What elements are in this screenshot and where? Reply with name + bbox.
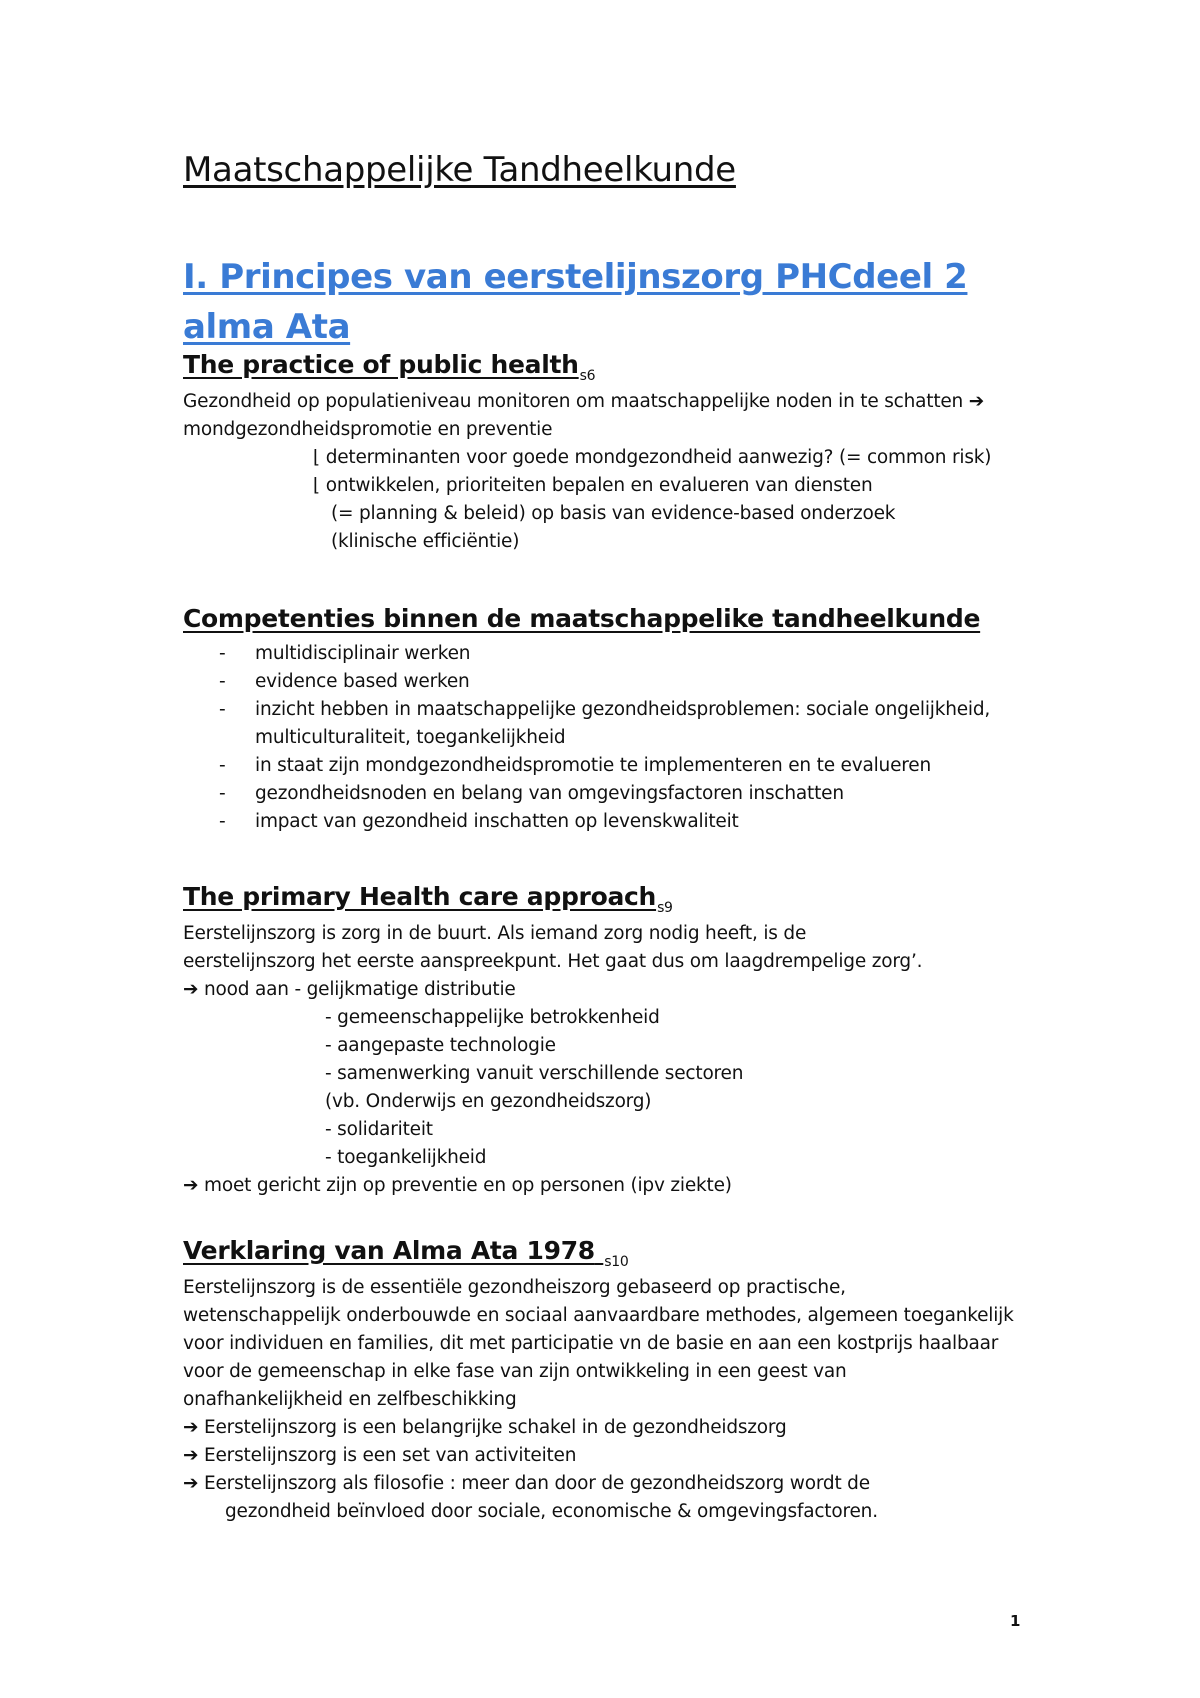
list-item: - impact van gezondheid inschatten op levenskwaliteit	[183, 808, 1063, 836]
section-public-health-body	[183, 388, 1033, 556]
arrow-right-icon: ➔	[968, 391, 985, 412]
text-line: eerstelijnszorg het eerste aanspreekpunt. Het gaat dus om laagdrempelige zorg’.	[183, 951, 923, 972]
page-number: 1	[1010, 1612, 1021, 1630]
section-primary-health-care-body	[183, 920, 1033, 1200]
text-line: (vb. Onderwijs en gezondheidszorg)	[325, 1091, 652, 1112]
text-line: onafhankelijkheid en zelfbeschikking	[183, 1389, 517, 1410]
text-line: - solidariteit	[325, 1119, 433, 1140]
arrow-right-icon: ➔	[183, 1417, 199, 1438]
section-heading-public-health: The practice of public health$_{s6}$	[183, 350, 596, 384]
text-line: voor individuen en families, dit met participatie vn de basie en aan een kostprijs haalbaar	[183, 1333, 999, 1354]
text-line: wetenschappelijk onderbouwde en sociaal aanvaardbare methodes, algemeen toegankelijk	[183, 1305, 1014, 1326]
section-heading-primary-health-care: The primary Health care approach$_{s9}$	[183, 882, 673, 916]
text-line: ➔ Eerstelijnszorg als filosofie : meer dan door de gezondheidszorg wordt de	[183, 1473, 870, 1494]
section-heading-alma-ata: Verklaring van Alma Ata 1978 $_{s10}$	[183, 1236, 629, 1270]
list-item: - gezondheidsnoden en belang van omgevingsfactoren inschatten	[183, 780, 1063, 808]
text-line: (klinische efficiëntie)	[331, 531, 520, 552]
text-line: ➔ moet gericht zijn op preventie en op personen (ipv ziekte)	[183, 1175, 732, 1196]
list-item: - evidence based werken	[183, 668, 1063, 696]
section-alma-ata-body	[183, 1274, 1033, 1526]
text-line: ➔ nood aan - gelijkmatige distributie	[183, 979, 516, 1000]
text-line: Gezondheid op populatieniveau monitoren om maatschappelijke noden in te schatten ➔	[183, 391, 985, 412]
slide-ref: s6	[579, 368, 596, 384]
arrow-right-icon: ➔	[183, 1175, 199, 1196]
arrow-right-icon: ➔	[183, 1473, 199, 1494]
text-line: ⌊ ontwikkelen, prioriteiten bepalen en evalueren van diensten	[313, 475, 873, 496]
list-item: - inzicht hebben in maatschappelijke gezondheidsproblemen: sociale ongelijkheid, multiculturaliteit, toegankelijkheid	[183, 696, 1063, 752]
chapter-title: I. Principes van eerstelijnszorg PHCdeel 2 alma Ata	[183, 257, 968, 347]
text-line: gezondheid beïnvloed door sociale, economische & omgevingsfactoren.	[225, 1501, 878, 1522]
text-line: - gemeenschappelijke betrokkenheid	[325, 1007, 660, 1028]
text-line: - aangepaste technologie	[325, 1035, 556, 1056]
text-line: voor de gemeenschap in elke fase van zijn ontwikkeling in een geest van	[183, 1361, 847, 1382]
arrow-right-icon: ➔	[183, 979, 199, 1000]
text-line: (= planning & beleid) op basis van evidence-based onderzoek	[331, 503, 896, 524]
competenties-list	[183, 640, 1063, 836]
document-title: Maatschappelijke Tandheelkunde	[183, 150, 736, 190]
section-heading-competenties: Competenties binnen de maatschappelike tandheelkunde	[183, 604, 981, 633]
text-line: Eerstelijnszorg is de essentiële gezondheiszorg gebaseerd op practische,	[183, 1277, 846, 1298]
slide-ref: s10	[604, 1254, 629, 1270]
text-line: ⌊ determinanten voor goede mondgezondheid aanwezig? (= common risk)	[313, 447, 992, 468]
slide-ref: s9	[657, 900, 673, 916]
list-item: - multidisciplinair werken	[183, 640, 1063, 668]
text-line: - samenwerking vanuit verschillende sectoren	[325, 1063, 744, 1084]
text-line: - toegankelijkheid	[325, 1147, 487, 1168]
text-line: ➔ Eerstelijnszorg is een set van activiteiten	[183, 1445, 577, 1466]
text-line: ➔ Eerstelijnszorg is een belangrijke schakel in de gezondheidszorg	[183, 1417, 787, 1438]
text-line: Eerstelijnszorg is zorg in de buurt. Als iemand zorg nodig heeft, is de	[183, 923, 807, 944]
list-item: - in staat zijn mondgezondheidspromotie te implementeren en te evalueren	[183, 752, 1063, 780]
arrow-right-icon: ➔	[183, 1445, 199, 1466]
text-line: mondgezondheidspromotie en preventie	[183, 419, 553, 440]
